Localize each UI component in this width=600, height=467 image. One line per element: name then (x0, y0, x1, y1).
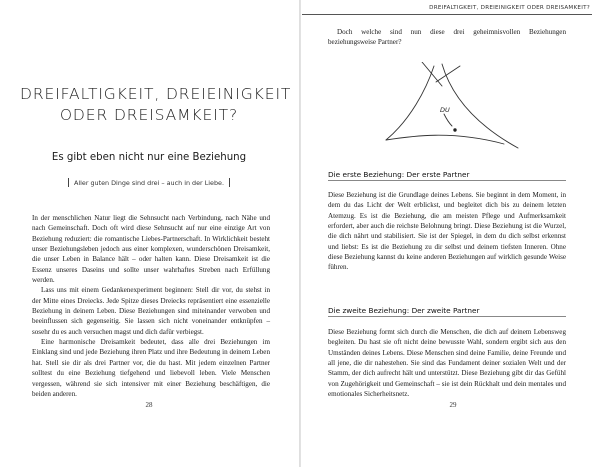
section-heading-first: Die erste Beziehung: Der erste Partner (328, 170, 470, 179)
epigraph-bar-left (68, 178, 69, 187)
section-heading-second: Die zweite Beziehung: Der zweite Partner (328, 306, 480, 315)
epigraph-bar-right (229, 178, 230, 187)
running-head-rule (302, 14, 592, 15)
left-body-text (32, 213, 270, 399)
paragraph: Eine harmonische Dreisamkeit bedeutet, dass alle drei Beziehungen im Einklang sind und jede Beziehung ihren Platz und ihre Bedeutung in deinem Leben hat. Stell sie dir als drei Partner vor, die du hast. Mit jedem einzelnen Partner solltest du eine Beziehung tiefgehend und liebevoll leben. Viele Menschen vergessen, während sie sich intensiver mit einer Beziehung beschäftigen, die beiden anderen. (32, 338, 270, 398)
section-rule-second (328, 316, 566, 317)
intro-question: Doch welche sind nun diese drei geheimnisvollen Beziehungen beziehungsweise Partner? (328, 28, 566, 47)
page-number-right: 29 (449, 401, 457, 409)
triangle-top-crossing (422, 62, 442, 86)
paragraph: Diese Beziehung formt sich durch die Menschen, die dich auf deinem Lebensweg begleiten. Du hast sie oft nicht deine bewusste Wahl, sondern ergibt sich aus den Umständen deines Lebens. Diese Menschen sind deine Familie, deine Freunde und all jene, die dir nahestehen. Sie sind das Fundament deiner sozialen Welt und der Stamm, der dich aufrecht hält und unterstützt. Diese Beziehung gibt dir das Gefühl von Zugehörigkeit und Gemeinschaft – sie ist dein Rückhalt und dein mentales und emotionales Sicherheitsnetz. (328, 328, 566, 399)
pointer-line (444, 114, 452, 126)
left-page (0, 0, 298, 467)
section-body-second (328, 327, 566, 399)
paragraph: Diese Beziehung ist die Grundlage deines Lebens. Sie beginnt in dem Moment, in dem du das Licht der Welt erblickst, und begleitet dich bis zu deinem letzten Atemzug. Es ist die Beziehung, die am meisten Pflege und Aufmerksamkeit erfordert, aber auch die reichste Belohnung bringt. Diese Beziehung ist die Wurzel, die dich nährt und stabilisiert. Sie ist der Spiegel, in dem du dich selbst erkennst und liebst: Es ist die Beziehung zu dir selbst und deinem tiefsten Inneren. Ohne diese Beziehung kannst du keine anderen Beziehungen auf wirklich gesunde Weise führen. (328, 191, 566, 272)
section-body-first (328, 190, 566, 273)
triangle-left-edge (386, 66, 434, 140)
page-number-left: 28 (145, 401, 153, 409)
book-gutter (299, 0, 301, 467)
self-dot (453, 128, 456, 131)
running-head: DREIFALTIGKEIT, DREIEINIGKEIT ODER DREISAMKEIT? (429, 5, 590, 11)
chapter-title (20, 84, 292, 126)
triangle-sketch (382, 62, 522, 150)
sketch-label: DU (440, 106, 450, 114)
paragraph: In der menschlichen Natur liegt die Sehnsucht nach Verbindung, nach Nähe und nach Gemeinschaft. Doch oft wird diese Sehnsucht auf nur eine einzige Art von Beziehung reduziert: die romantische Liebes-Partnerschaft. In Wirklichkeit besteht unser Beziehungsleben jedoch aus einer komplexen, wunderschönen Dreisamkeit, die unser Leben in Balance hält – oder halten kann. Diese Dreisamkeit ist die Essenz unseres Daseins und sollte unser wahrhaftes Streben nach Erfüllung werden. (32, 214, 270, 285)
epigraph-text: Aller guten Dinge sind drei – auch in der Liebe. (73, 179, 224, 187)
section-rule-first (328, 180, 566, 181)
paragraph: Lass uns mit einem Gedankenexperiment beginnen: Stell dir vor, du stehst in der Mitte eines Dreiecks. Jede Spitze dieses Dreiecks repräsentiert eine essenzielle Beziehung in deinem Leben. Diese Beziehungen sind miteinander verwoben und beeinflussen sich gegenseitig. Sie lassen sich nicht voneinander entknüpfen – sosehr du es auch versuchen magst und dich dafür verbiegst. (32, 286, 270, 336)
chapter-title-line-2: ODER DREISAMKEIT? (59, 106, 239, 124)
triangle-base (386, 135, 504, 144)
epigraph (20, 178, 278, 187)
right-page (302, 0, 600, 467)
chapter-subtitle: Es gibt eben nicht nur eine Beziehung (51, 152, 247, 163)
chapter-title-line-1: DREIFALTIGKEIT, DREIEINIGKEIT (20, 85, 292, 103)
